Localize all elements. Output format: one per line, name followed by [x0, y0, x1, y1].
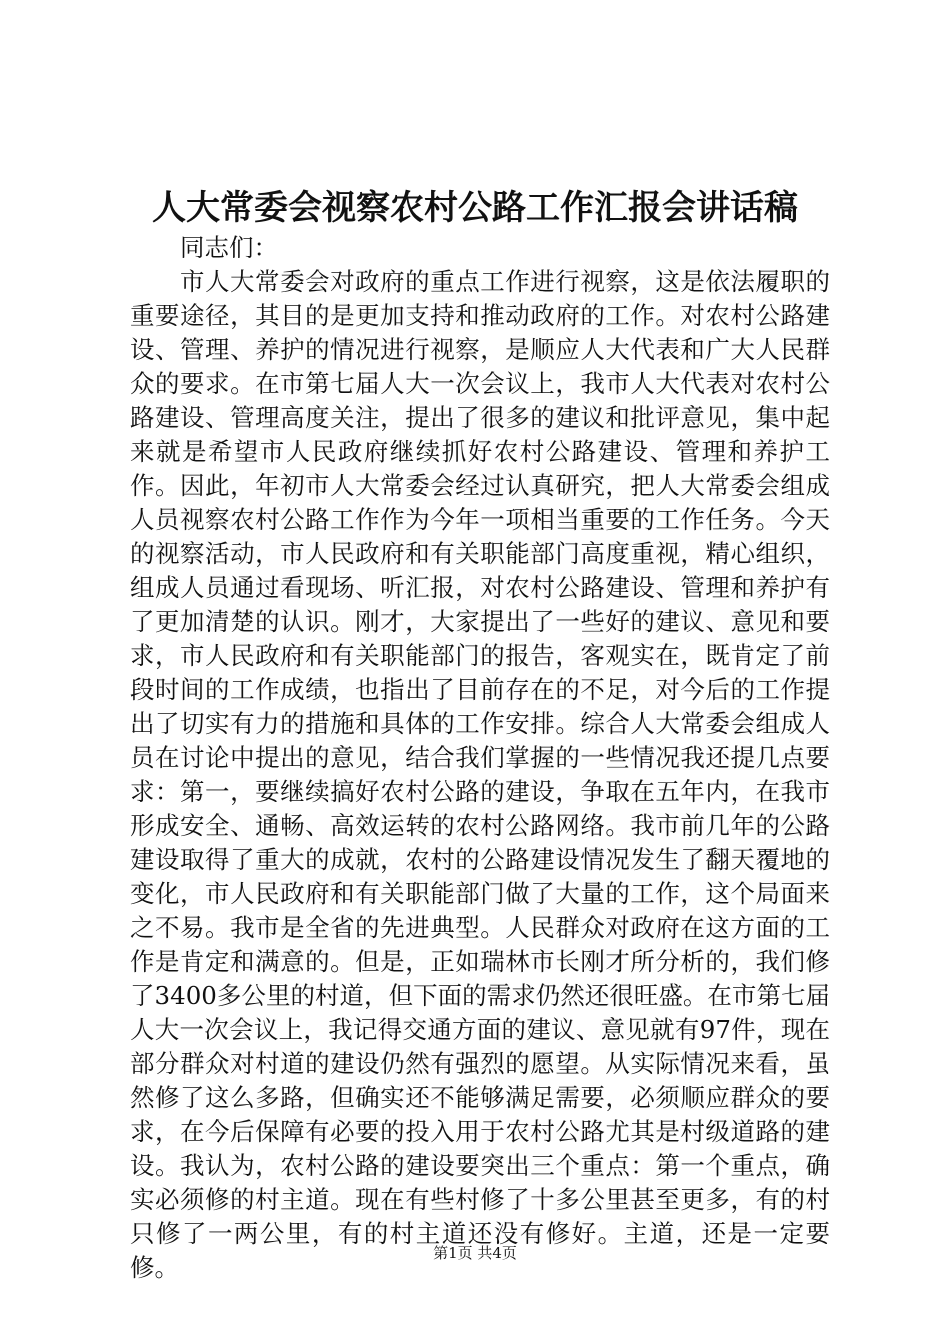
page-footer: 第1页 共4页	[433, 1244, 517, 1262]
document-body	[130, 231, 830, 1285]
document-title: 人大常委会视察农村公路工作汇报会讲话稿	[152, 188, 798, 228]
greeting-line: 同志们：	[180, 233, 278, 262]
body-paragraph: 市人大常委会对政府的重点工作进行视察，这是依法履职的重要途径，其目的是更加支持和推动政府的工作。对农村公路建设、管理、养护的情况进行视察，是顺应人大代表和广大人民群众的要求。在市第七届人大一次会议上，我市人大代表对农村公路建设、管理高度关注，提出了很多的建议和批评意见，集中起来就是希望市人民政府继续抓好农村公路建设、管理和养护工作。因此，年初市人大常委会经过认真研究，把人大常委会组成人员视察农村公路工作作为今年一项相当重要的工作任务。今天的视察活动，市人民政府和有关职能部门高度重视，精心组织，组成人员通过看现场、听汇报，对农村公路建设、管理和养护有了更加清楚的认识。刚才，大家提出了一些好的建议、意见和要求，市人民政府和有关职能部门的报告，客观实在，既肯定了前段时间的工作成绩，也指出了目前存在的不足，对今后的工作提出了切实有力的措施和具体的工作安排。综合人大常委会组成人员在讨论中提出的意见，结合我们掌握的一些情况我还提几点要求：第一，要继续搞好农村公路的建设，争取在五年内，在我市形成安全、通畅、高效运转的农村公路网络。我市前几年的公路建设取得了重大的成就，农村的公路建设情况发生了翻天覆地的变化，市人民政府和有关职能部门做了大量的工作，这个局面来之不易。我市是全省的先进典型。人民群众对政府在这方面的工作是肯定和满意的。但是，正如瑞林市长刚才所分析的，我们修了3400多公里的村道，但下面的需求仍然还很旺盛。在市第七届人大一次会议上，我记得交通方面的建议、意见就有97件，现在部分群众对村道的建设仍然有强烈的愿望。从实际情况来看，虽然修了这么多路，但确实还不能够满足需要，必须顺应群众的要求，在今后保障有必要的投入用于农村公路尤其是村级道路的建设。我认为，农村公路的建设要突出三个重点：第一个重点，确实必须修的村主道。现在有些村修了十多公里甚至更多，有的村只修了一两公里，有的村主道还没有修好。主道，还是一定要修。	[130, 267, 830, 1282]
